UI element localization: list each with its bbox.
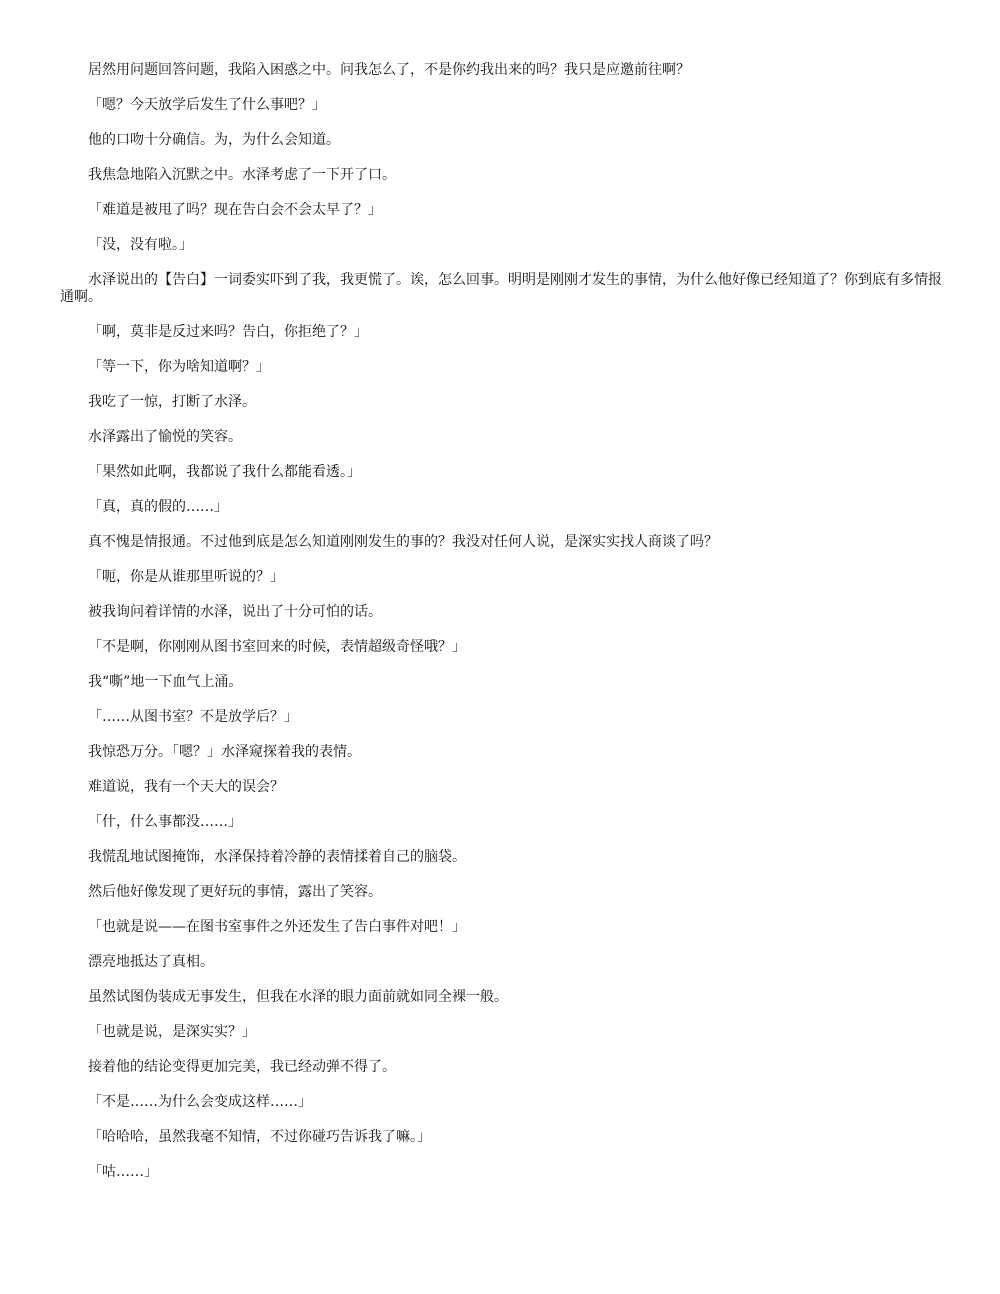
paragraph: 「什，什么事都没……」 — [88, 814, 242, 830]
paragraph: 水泽说出的【告白】一词委实吓到了我，我更慌了。诶，怎么回事。明明是刚刚才发生的事情，为什么他好像已经知道了？你到底有多情报通啊。 — [60, 272, 942, 305]
document-page — [60, 62, 950, 1199]
paragraph: 我吃了一惊，打断了水泽。 — [88, 394, 256, 410]
paragraph: 「嗯？今天放学后发生了什么事吧？」 — [88, 97, 326, 113]
paragraph: 然后他好像发现了更好玩的事情，露出了笑容。 — [88, 884, 382, 900]
paragraph: 真不愧是情报通。不过他到底是怎么知道刚刚发生的事的？我没对任何人说，是深实实找人商谈了吗？ — [88, 534, 718, 550]
paragraph: 难道说，我有一个天大的误会？ — [88, 779, 284, 795]
paragraph: 我慌乱地试图掩饰，水泽保持着冷静的表情揉着自己的脑袋。 — [88, 849, 466, 865]
paragraph: 「啊，莫非是反过来吗？告白，你拒绝了？」 — [88, 324, 368, 340]
paragraph: 我惊恐万分。「嗯？」水泽窥探着我的表情。 — [88, 744, 361, 760]
paragraph: 接着他的结论变得更加完美，我已经动弹不得了。 — [88, 1059, 396, 1075]
paragraph: 漂亮地抵达了真相。 — [88, 954, 214, 970]
paragraph: 「哈哈哈，虽然我毫不知情，不过你碰巧告诉我了嘛。」 — [88, 1129, 431, 1145]
paragraph: 「……从图书室？不是放学后？」 — [88, 709, 298, 725]
paragraph: 「难道是被甩了吗？现在告白会不会太早了？」 — [88, 202, 382, 218]
paragraph: 虽然试图伪装成无事发生，但我在水泽的眼力面前就如同全裸一般。 — [88, 989, 508, 1005]
paragraph: 他的口吻十分确信。为，为什么会知道。 — [88, 132, 340, 148]
paragraph: 居然用问题回答问题，我陷入困惑之中。问我怎么了，不是你约我出来的吗？我只是应邀前往啊？ — [88, 62, 690, 78]
paragraph: 「等一下，你为啥知道啊？」 — [88, 359, 270, 375]
paragraph: 我焦急地陷入沉默之中。水泽考虑了一下开了口。 — [88, 167, 396, 183]
paragraph: 我“嘶”地一下血气上涌。 — [88, 674, 243, 690]
paragraph: 「呃，你是从谁那里听说的？」 — [88, 569, 284, 585]
paragraph: 「也就是说——在图书室事件之外还发生了告白事件对吧！」 — [88, 919, 466, 935]
paragraph: 「咕……」 — [88, 1164, 158, 1180]
paragraph: 「真，真的假的……」 — [88, 499, 228, 515]
paragraph: 「不是啊，你刚刚从图书室回来的时候，表情超级奇怪哦？」 — [88, 639, 466, 655]
paragraph: 水泽露出了愉悦的笑容。 — [88, 429, 242, 445]
paragraph: 「也就是说，是深实实？」 — [88, 1024, 256, 1040]
paragraph: 「没，没有啦。」 — [88, 237, 193, 253]
paragraph: 被我询问着详情的水泽，说出了十分可怕的话。 — [88, 604, 382, 620]
paragraph: 「果然如此啊，我都说了我什么都能看透。」 — [88, 464, 361, 480]
paragraph: 「不是……为什么会变成这样……」 — [88, 1094, 312, 1110]
